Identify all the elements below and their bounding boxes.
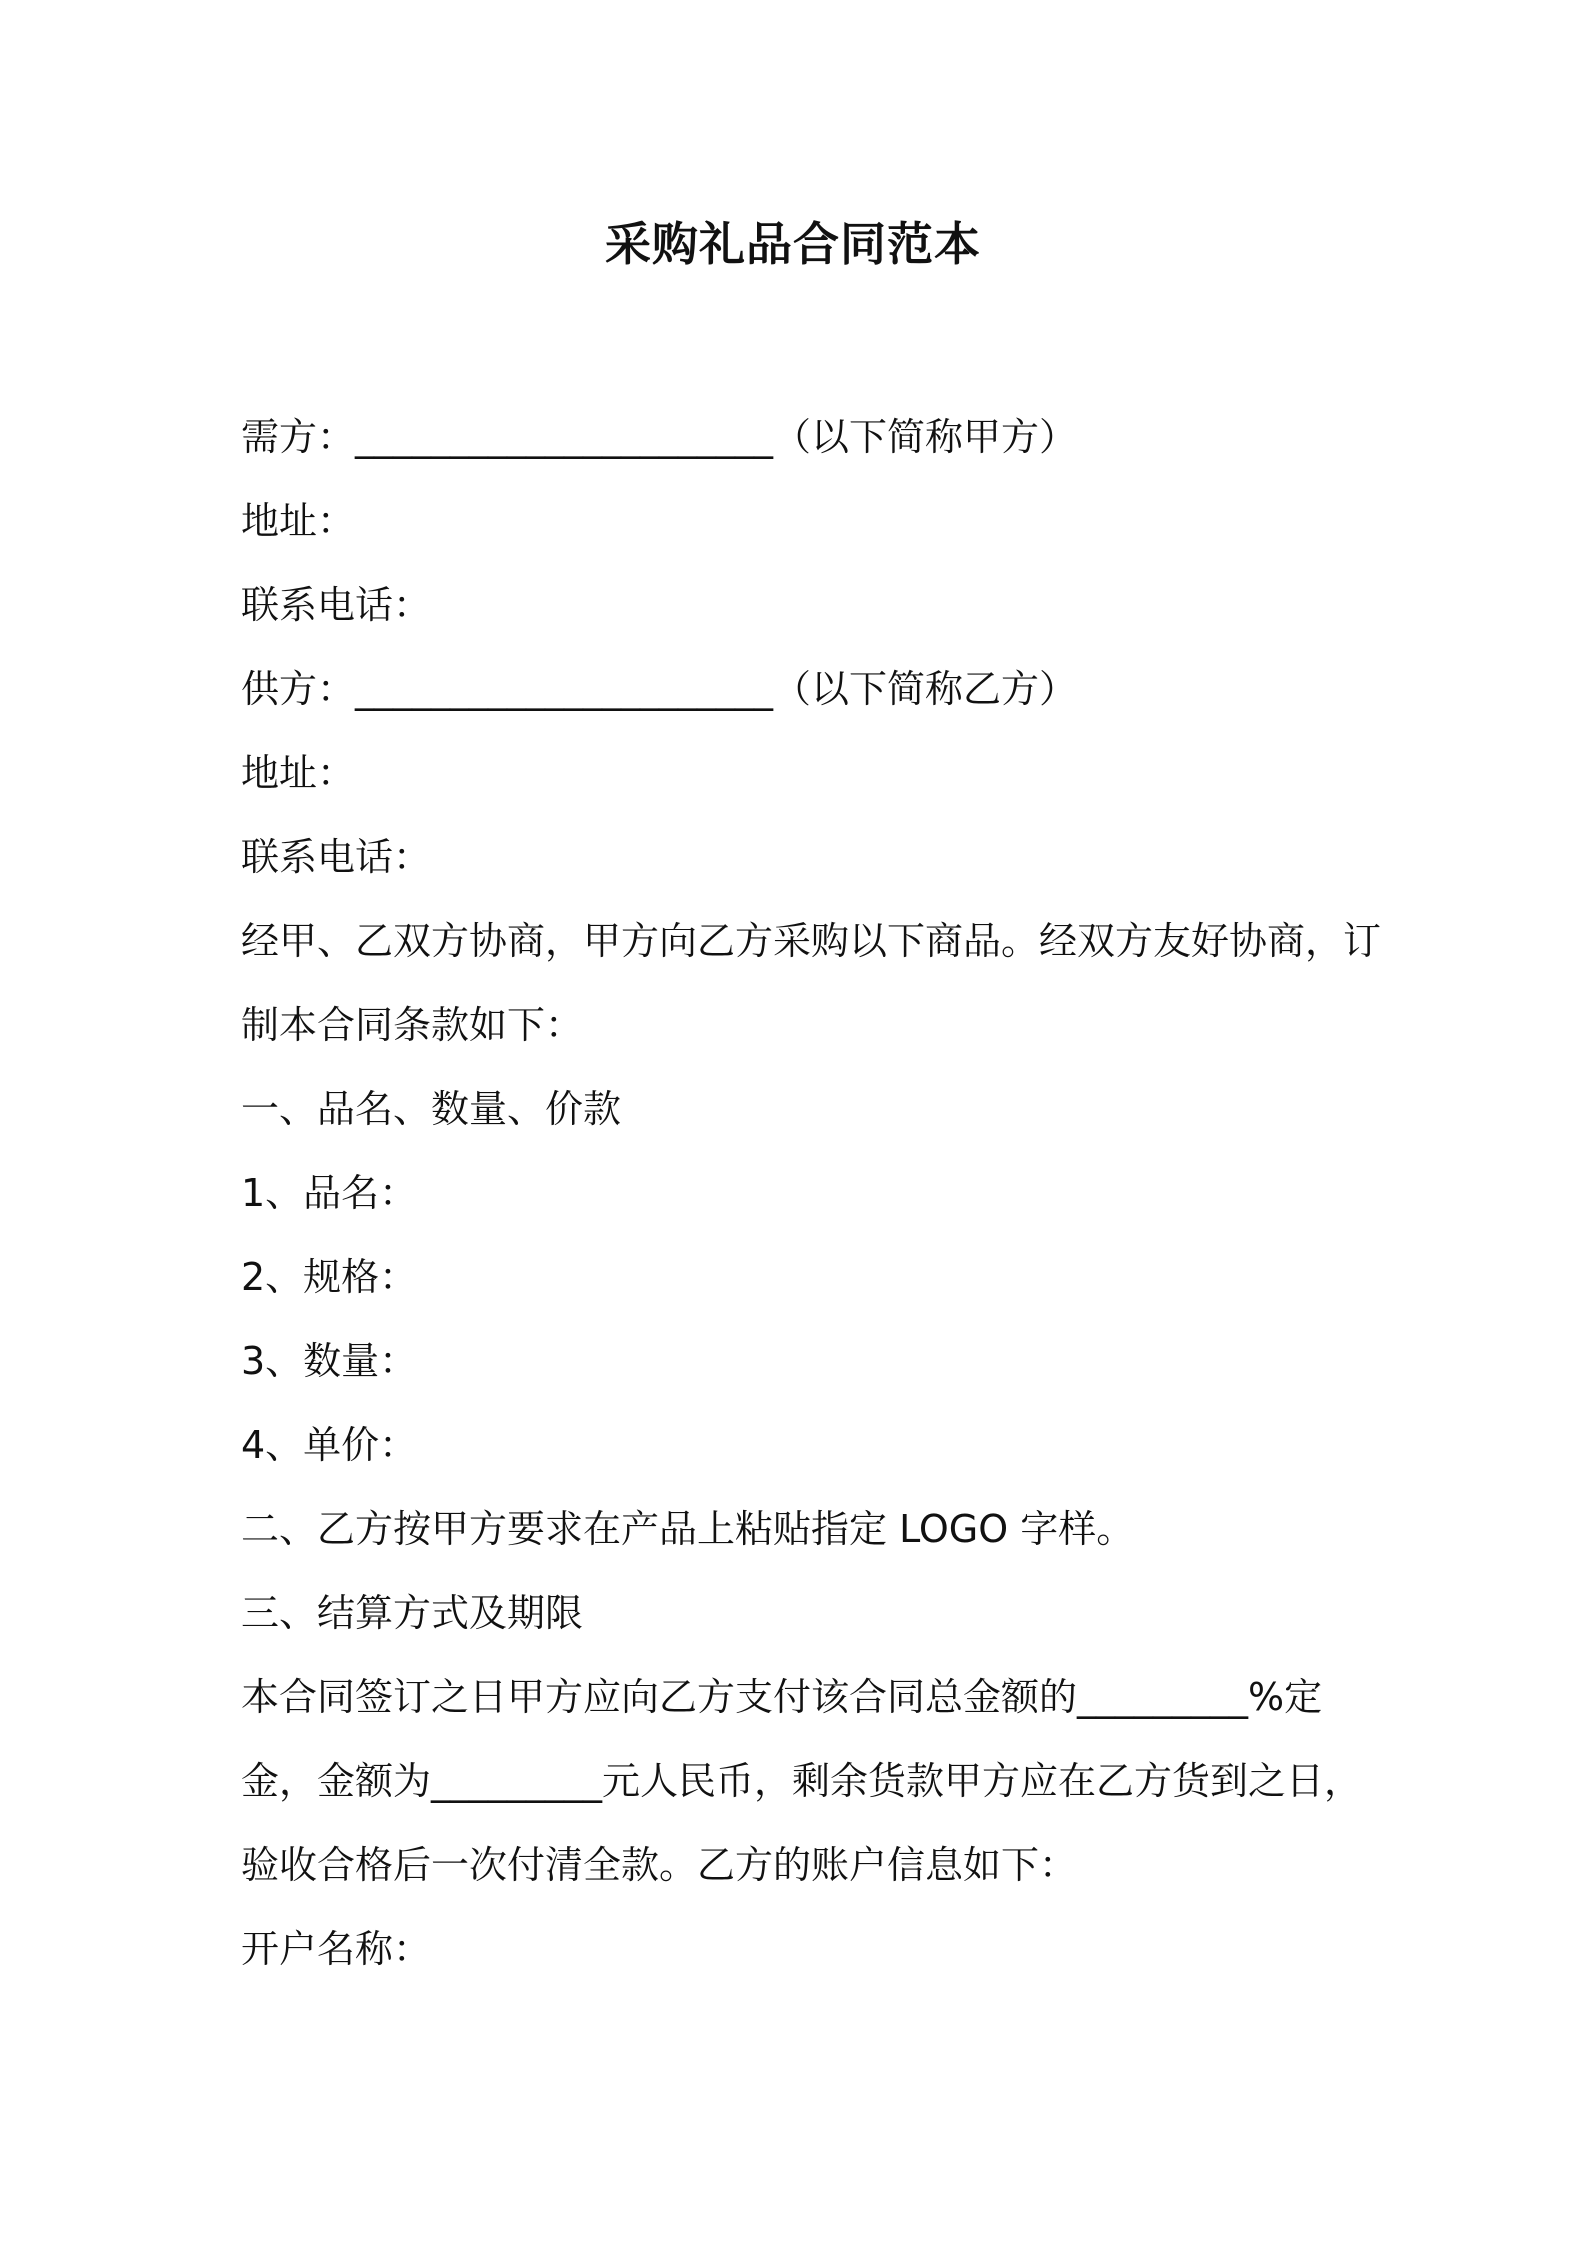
payment-paragraph-line-1: 本合同签订之日甲方应向乙方支付该合同总金额的_________%定 [241, 1675, 1323, 1719]
item-unit-price: 4、单价： [241, 1423, 418, 1467]
section-3-heading: 三、结算方式及期限 [241, 1591, 584, 1635]
intro-paragraph-line-1: 经甲、乙双方协商，甲方向乙方采购以下商品。经双方友好协商，订 [241, 919, 1382, 963]
supplier-address-line: 地址： [241, 751, 356, 795]
supplier-phone-line: 联系电话： [241, 835, 432, 879]
buyer-line: 需方：______________________（以下简称甲方） [241, 415, 1078, 459]
section-2-heading: 二、乙方按甲方要求在产品上粘贴指定 LOGO 字样。 [241, 1507, 1135, 1551]
supplier-line: 供方：______________________（以下简称乙方） [241, 667, 1078, 711]
section-1-heading: 一、品名、数量、价款 [241, 1087, 622, 1131]
buyer-address-line: 地址： [241, 499, 356, 543]
document-title: 采购礼品合同范本 [605, 217, 981, 271]
item-specification: 2、规格： [241, 1255, 418, 1299]
item-quantity: 3、数量： [241, 1339, 418, 1383]
buyer-phone-line: 联系电话： [241, 583, 432, 627]
payment-paragraph-line-3: 验收合格后一次付清全款。乙方的账户信息如下： [241, 1843, 1078, 1887]
intro-paragraph-line-2: 制本合同条款如下： [241, 1003, 584, 1047]
account-name-line: 开户名称： [241, 1927, 432, 1971]
payment-paragraph-line-2: 金，金额为_________元人民币，剩余货款甲方应在乙方货到之日， [241, 1759, 1363, 1803]
item-product-name: 1、品名： [241, 1171, 418, 1215]
